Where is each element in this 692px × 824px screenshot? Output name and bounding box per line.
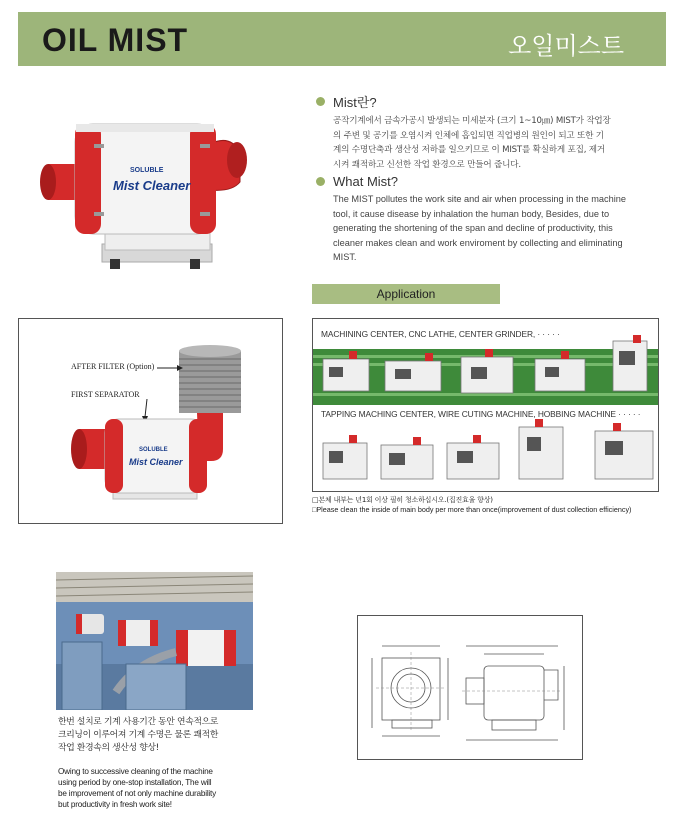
filter-diagram-box xyxy=(18,318,283,524)
caption-korean xyxy=(58,716,268,755)
page-title-korean: 오일미스트 xyxy=(508,32,624,60)
body-line: The MIST pollutes the work site and air when processing in the machine xyxy=(333,194,626,204)
note-english: □Please clean the inside of main body per more than once(improvement of dust collection efficiency) xyxy=(312,505,632,514)
page-title: OIL MIST xyxy=(42,22,189,58)
section-heading: Mist란? xyxy=(333,95,377,110)
caption-line: using period by one-stop installation, The will xyxy=(58,778,212,787)
product-photo xyxy=(30,94,280,280)
section-what-mist-english xyxy=(316,174,673,265)
machines-illustration xyxy=(313,319,659,492)
caption-line: 한번 설치로 기계 사용기간 동안 연속적으로 xyxy=(58,717,219,727)
caption-line: Owing to successive cleaning of the machine xyxy=(58,767,213,776)
brand-top-text: SOLUBLE xyxy=(130,167,164,174)
machines-row1-label: MACHINING CENTER, CNC LATHE, CENTER GRINDER, · · · · · xyxy=(321,329,560,339)
section-what-mist-korean xyxy=(316,92,673,172)
caption-line: 작업 환경속의 생산성 향상! xyxy=(58,743,159,753)
application-bar xyxy=(312,284,500,304)
technical-drawing xyxy=(358,616,584,761)
section-body xyxy=(333,114,673,172)
page-header xyxy=(18,12,666,66)
body-line: cleaner makes clean and work enviroment by collecting and eliminating xyxy=(333,237,623,248)
body-line: MIST. xyxy=(333,252,357,263)
maintenance-notes xyxy=(312,495,631,515)
caption-line: but productivity in fresh work site! xyxy=(58,800,172,809)
body-line: 의 주변 및 공기를 오염시켜 인체에 흡입되면 직업병의 원인이 되고 또한 기 xyxy=(333,130,604,141)
caption-line: be improvement of not only machine durability xyxy=(58,789,217,798)
body-line: generating the shortening of the span and decline of productivity, this xyxy=(333,223,613,234)
section-body xyxy=(333,192,673,265)
body-line: tool, it cause disease by inhalation the human body, Besides, due to xyxy=(333,208,610,219)
diagram-brand-name: Mist Cleaner xyxy=(129,457,183,467)
caption-line: 크리닝이 이루어져 기계 수명은 물론 쾌적한 xyxy=(58,730,219,740)
machines-row2-label: TAPPING MACHING CENTER, WIRE CUTING MACHINE, HOBBING MACHINE · · · · · xyxy=(321,409,641,419)
bullet-icon xyxy=(316,177,325,186)
first-separator-label: FIRST SEPARATOR xyxy=(71,390,140,399)
caption-english xyxy=(58,766,273,810)
section-heading: What Mist? xyxy=(333,174,399,189)
technical-drawing-box xyxy=(357,615,583,760)
note-korean: □본체 내부는 년1회 이상 필히 청소하십시오.(집진효율 향상) xyxy=(312,496,493,504)
factory-installation-photo xyxy=(56,572,253,710)
body-line: 시켜 쾌적하고 신선한 작업 환경으로 만들어 줍니다. xyxy=(333,159,521,170)
body-line: 공작기계에서 금속가공시 발생되는 미세분자 (크기 1~10㎛) MIST가 작업장 xyxy=(333,116,611,126)
after-filter-label: AFTER FILTER (Option) xyxy=(71,362,155,371)
filter-diagram xyxy=(19,319,284,525)
diagram-brand-top: SOLUBLE xyxy=(139,447,168,453)
body-line: 계의 수명단축과 생산성 저하를 일으키므로 이 MIST를 확실하게 포집, 제거 xyxy=(333,145,606,156)
bullet-icon xyxy=(316,97,325,106)
application-label: Application xyxy=(376,287,436,301)
application-machines-box xyxy=(312,318,659,492)
brand-name-text: Mist Cleaner xyxy=(113,178,191,193)
